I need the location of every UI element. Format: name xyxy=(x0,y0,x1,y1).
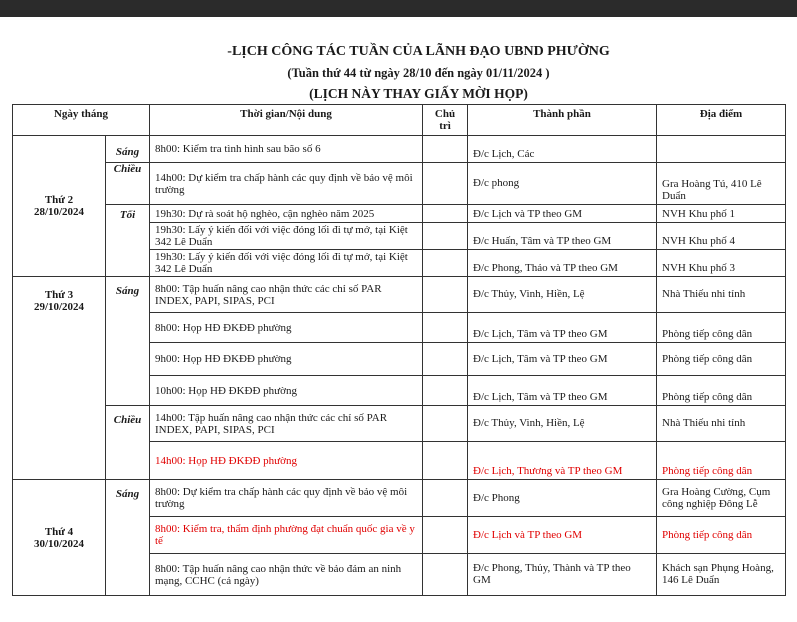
row-members: Đ/c Huấn, Tâm và TP theo GM xyxy=(468,223,657,250)
day-cell-tuesday xyxy=(13,277,106,480)
session-morning: Sáng xyxy=(106,136,150,163)
day-date: 28/10/2024 xyxy=(33,206,85,218)
row-place: Phòng tiếp công dân xyxy=(657,376,786,406)
window-top-bar xyxy=(0,0,797,17)
row-chair xyxy=(423,480,468,517)
row-chair xyxy=(423,517,468,554)
header-date: Ngày tháng xyxy=(13,105,150,136)
row-content: 8h00: Tập huấn nâng cao nhận thức các chỉ số PAR INDEX, PAPI, SIPAS, PCI xyxy=(150,277,423,313)
row-chair xyxy=(423,163,468,205)
row-place: NVH Khu phố 1 xyxy=(657,205,786,223)
table-row xyxy=(13,136,786,163)
row-chair xyxy=(423,406,468,442)
row-place xyxy=(657,136,786,163)
table-row xyxy=(13,406,786,442)
row-members: Đ/c Lịch, Tâm và TP theo GM xyxy=(468,313,657,343)
schedule-table xyxy=(12,104,786,596)
row-chair xyxy=(423,313,468,343)
row-chair xyxy=(423,442,468,480)
day-cell-monday xyxy=(13,136,106,277)
row-content: 8h00: Tập huấn nâng cao nhận thức về bảo đảm an ninh mạng, CCHC (cả ngày) xyxy=(150,554,423,596)
row-chair xyxy=(423,277,468,313)
row-content: 14h00: Họp HĐ ĐKĐĐ phường xyxy=(150,442,423,480)
row-members: Đ/c Lịch, Tâm và TP theo GM xyxy=(468,376,657,406)
row-place: Phòng tiếp công dân xyxy=(657,313,786,343)
row-content: 9h00: Họp HĐ ĐKĐĐ phường xyxy=(150,343,423,376)
row-place: Gra Hoàng Tú, 410 Lê Duẩn xyxy=(657,163,786,205)
row-members: Đ/c Lịch, Thương và TP theo GM xyxy=(468,442,657,480)
row-place: Nhà Thiếu nhi tỉnh xyxy=(657,277,786,313)
header-content: Thời gian/Nội dung xyxy=(150,105,423,136)
session-morning: Sáng xyxy=(106,277,150,406)
row-content: 19h30: Lấy ý kiến đối với việc đóng lối đi tự mở, tại Kiệt 342 Lê Duẩn xyxy=(150,223,423,250)
row-members: Đ/c Lịch, Tâm và TP theo GM xyxy=(468,343,657,376)
day-name: Thứ 4 xyxy=(44,525,74,538)
row-content: 10h00: Họp HĐ ĐKĐĐ phường xyxy=(150,376,423,406)
row-place: Phòng tiếp công dân xyxy=(657,343,786,376)
row-chair xyxy=(423,223,468,250)
row-members: Đ/c Lịch và TP theo GM xyxy=(468,205,657,223)
row-members: Đ/c Thủy, Vinh, Hiền, Lệ xyxy=(468,277,657,313)
row-members: Đ/c Phong, Thảo và TP theo GM xyxy=(468,250,657,277)
row-chair xyxy=(423,343,468,376)
row-chair xyxy=(423,376,468,406)
row-content: 14h00: Dự kiểm tra chấp hành các quy định về bảo vệ môi trường xyxy=(150,163,423,205)
table-header-row xyxy=(13,105,786,136)
row-members: Đ/c Phong, Thủy, Thành và TP theo GM xyxy=(468,554,657,596)
row-place: Phòng tiếp công dân xyxy=(657,442,786,480)
row-chair xyxy=(423,205,468,223)
row-chair xyxy=(423,136,468,163)
row-content: 19h30: Dự rà soát hộ nghèo, cận nghèo năm 2025 xyxy=(150,205,423,223)
document-title: -LỊCH CÔNG TÁC TUẦN CỦA LÃNH ĐẠO UBND PHƯỜNG xyxy=(227,44,610,59)
header-members: Thành phần xyxy=(468,105,657,136)
row-content: 8h00: Kiểm tra, thẩm định phường đạt chuẩn quốc gia về y tế xyxy=(150,517,423,554)
day-date: 30/10/2024 xyxy=(33,537,85,550)
row-place: NVH Khu phố 3 xyxy=(657,250,786,277)
day-name: Thứ 2 xyxy=(44,194,74,206)
row-chair xyxy=(423,250,468,277)
row-place: Phòng tiếp công dân xyxy=(657,517,786,554)
session-afternoon: Chiều xyxy=(106,163,150,205)
row-place: Gra Hoàng Cường, Cụm công nghiệp Đông Lễ xyxy=(657,480,786,517)
session-evening: Tối xyxy=(106,205,150,277)
table-row xyxy=(13,163,786,205)
header-chair: Chủ trì xyxy=(423,105,468,136)
document-note: (LỊCH NÀY THAY GIẤY MỜI HỌP) xyxy=(309,86,528,101)
row-members: Đ/c Lịch và TP theo GM xyxy=(468,517,657,554)
row-content: 14h00: Tập huấn nâng cao nhận thức các chỉ số PAR INDEX, PAPI, SIPAS, PCI xyxy=(150,406,423,442)
header-place: Địa điểm xyxy=(657,105,786,136)
row-chair xyxy=(423,554,468,596)
row-members: Đ/c Lịch, Các xyxy=(468,136,657,163)
row-place: Khách sạn Phụng Hoàng, 146 Lê Duẩn xyxy=(657,554,786,596)
row-content: 19h30: Lấy ý kiến đối với việc đóng lối đi tự mở, tại Kiệt 342 Lê Duẩn xyxy=(150,250,423,277)
row-place: NVH Khu phố 4 xyxy=(657,223,786,250)
document-subtitle: (Tuần thứ 44 từ ngày 28/10 đến ngày 01/11/2024 ) xyxy=(287,66,550,80)
row-content: 8h00: Họp HĐ ĐKĐĐ phường xyxy=(150,313,423,343)
session-morning: Sáng xyxy=(106,480,150,596)
row-members: Đ/c Thủy, Vinh, Hiền, Lệ xyxy=(468,406,657,442)
row-members: Đ/c Phong xyxy=(468,480,657,517)
table-row xyxy=(13,277,786,313)
session-afternoon: Chiều xyxy=(106,406,150,480)
table-row xyxy=(13,205,786,223)
row-members: Đ/c phong xyxy=(468,163,657,205)
row-content: 8h00: Kiểm tra tình hình sau bão số 6 xyxy=(150,136,423,163)
row-content: 8h00: Dự kiểm tra chấp hành các quy định về bảo vệ môi trường xyxy=(150,480,423,517)
table-row xyxy=(13,480,786,517)
row-place: Nhà Thiếu nhi tỉnh xyxy=(657,406,786,442)
day-name: Thứ 3 xyxy=(44,289,74,301)
day-cell-wednesday xyxy=(13,480,106,596)
day-date: 29/10/2024 xyxy=(33,301,85,313)
